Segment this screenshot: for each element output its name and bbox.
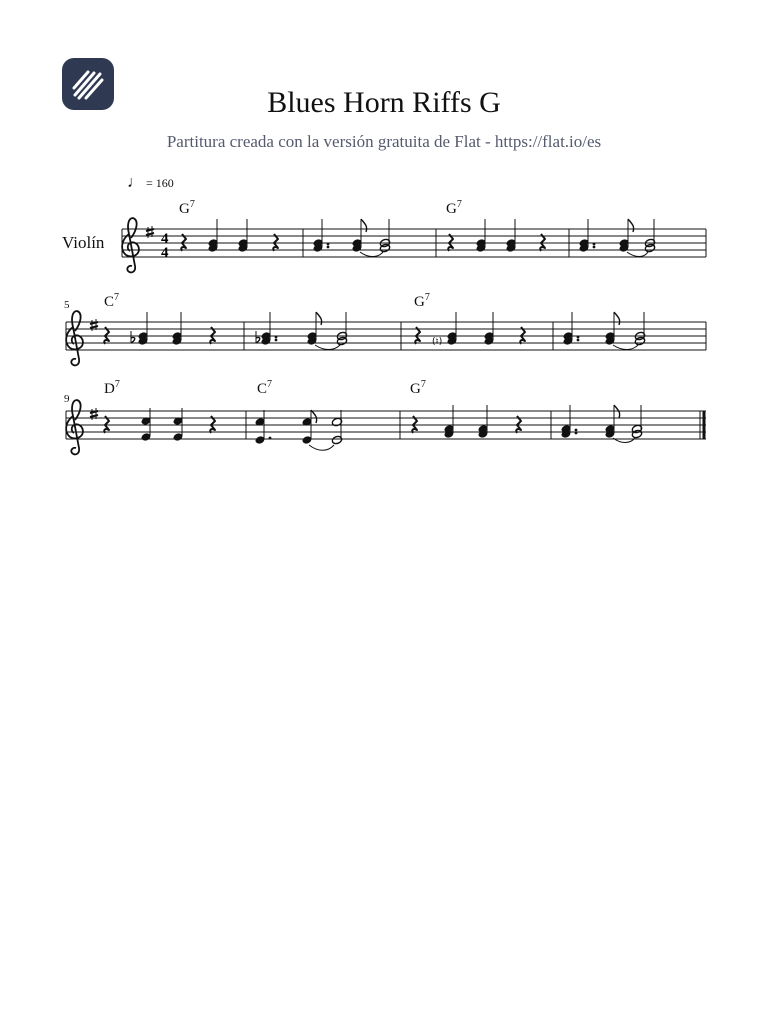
treble-clef-icon	[66, 400, 83, 454]
measure-number: 9	[64, 393, 70, 405]
natural-icon: (♮)	[432, 337, 443, 347]
chord-symbol: $G^7$	[410, 379, 426, 397]
tempo-value: = 160	[146, 176, 174, 190]
staff-system-1	[122, 218, 706, 272]
treble-clef-icon	[66, 311, 83, 365]
treble-clef-icon	[122, 218, 139, 272]
chord-symbol: $D^7$	[104, 379, 120, 397]
measure-number: 5	[64, 299, 70, 311]
chord-symbol: $C^7$	[257, 379, 273, 397]
time-sig-top: 4	[161, 231, 169, 247]
chord-symbol: $C^7$	[104, 292, 120, 310]
chord-symbol: $G^7$	[179, 199, 195, 217]
chord-symbol: $G^7$	[414, 292, 430, 310]
flat-icon	[131, 331, 135, 343]
instrument-label: Violín	[62, 233, 105, 252]
page-subtitle: Partitura creada con la versión gratuita de Flat - https://flat.io/es	[166, 132, 602, 151]
time-sig-bottom: 4	[161, 245, 169, 261]
quarter-note-icon: ♩	[127, 174, 143, 191]
page-title: Blues Horn Riffs G	[267, 86, 501, 119]
chord-symbol: $G^7$	[446, 199, 462, 217]
staff-system-2	[66, 311, 706, 365]
staff-system-3	[66, 400, 706, 454]
flat-icon	[256, 331, 260, 343]
